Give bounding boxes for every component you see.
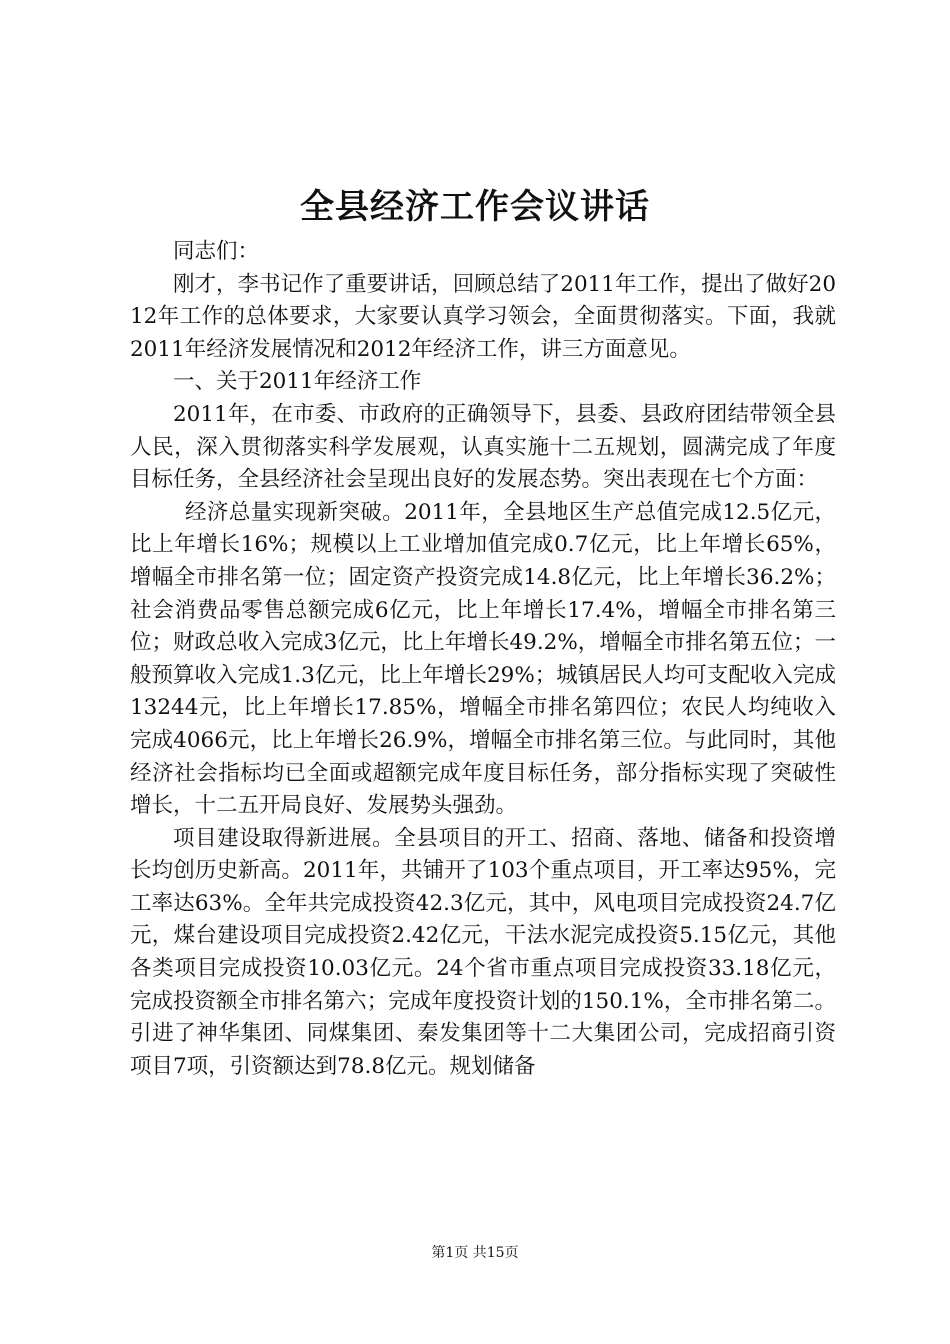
document-title: 全县经济工作会议讲话 (300, 187, 650, 227)
page-footer: 第1页 共15页 (431, 1245, 519, 1261)
salutation-paragraph: 同志们： (173, 239, 260, 264)
projects-paragraph: 项目建设取得新进展。全县项目的开工、招商、落地、储备和投资增长均创历史新高。2011年，共铺开了103个重点项目，开工率达95%，完工率达63%。全年共完成投资42.3亿元，其中，风电项目完成投资24.7亿元，煤台建设项目完成投资2.42亿元，干法水泥完成投资5.15亿元，其他各类项目完成投资10.03亿元。24个省市重点项目完成投资33.18亿元，完成投资额全市排名第六；完成年度投资计划的150.1%，全市排名第二。引进了神华集团、同煤集团、秦发集团等十二大集团公司，完成招商引资项目7项，引资额达到78.8亿元。规划储备 (130, 825, 836, 1079)
economy-paragraph: 经济总量实现新突破。2011年，全县地区生产总值完成12.5亿元，比上年增长16%；规模以上工业增加值完成0.7亿元，比上年增长65%，增幅全市排名第一位；固定资产投资完成14.8亿元，比上年增长36.2%；社会消费品零售总额完成6亿元，比上年增长17.4%，增幅全市排名第三位；财政总收入完成3亿元，比上年增长49.2%，增幅全市排名第五位；一般预算收入完成1.3亿元，比上年增长29%；城镇居民人均可支配收入完成13244元，比上年增长17.85%，增幅全市排名第四位；农民人均纯收入完成4066元，比上年增长26.9%，增幅全市排名第三位。与此同时，其他经济社会指标均已全面或超额完成年度目标任务，部分指标实现了突破性增长，十二五开局良好、发展势头强劲。 (130, 499, 836, 819)
document-body (130, 236, 836, 1083)
overview-paragraph: 2011年，在市委、市政府的正确领导下，县委、县政府团结带领全县人民，深入贯彻落实科学发展观，认真实施十二五规划，圆满完成了年度目标任务，全县经济社会呈现出良好的发展态势。突出表现在七个方面： (130, 401, 836, 493)
intro-paragraph: 刚才，李书记作了重要讲话，回顾总结了2011年工作，提出了做好2012年工作的总体要求，大家要认真学习领会，全面贯彻落实。下面，我就2011年经济发展情况和2012年经济工作，讲三方面意见。 (130, 271, 836, 362)
section-heading: 一、关于2011年经济工作 (173, 369, 422, 395)
